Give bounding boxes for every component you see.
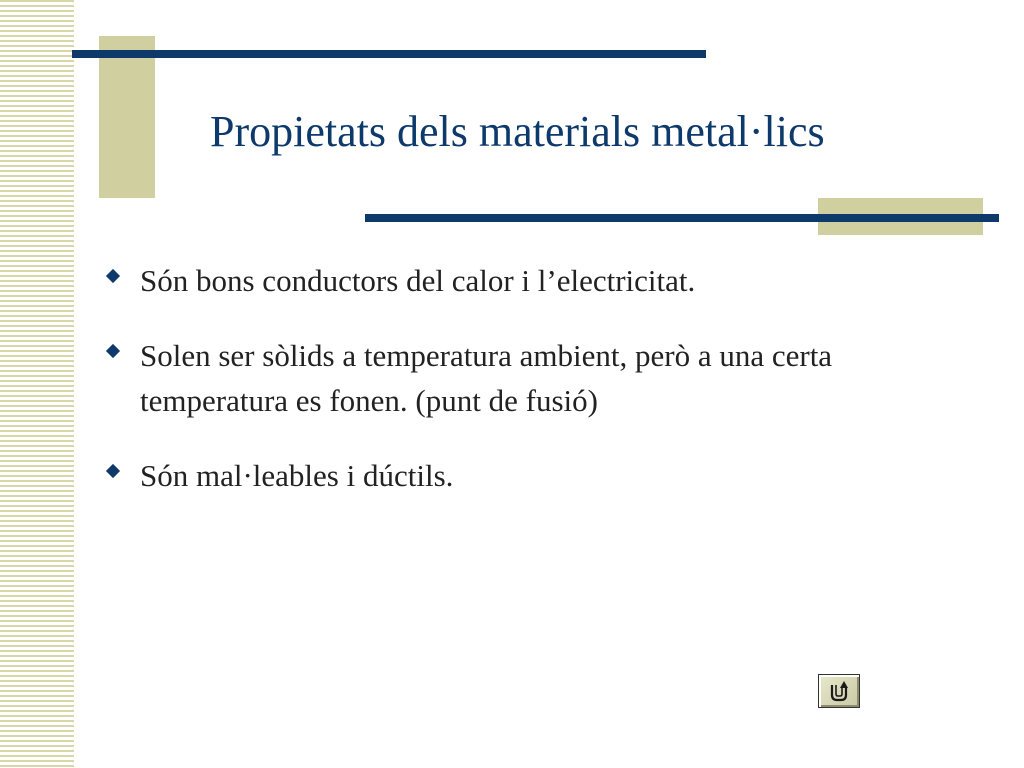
title-rule-bottom <box>365 214 999 222</box>
bullet-list <box>108 258 968 528</box>
bullet-text: Solen ser sòlids a temperatura ambient, però a una certa temperatura es fonen. (punt de fusió) <box>140 338 833 418</box>
title-rule-top <box>72 50 706 58</box>
diamond-bullet-icon <box>106 269 120 283</box>
bullet-text: Són bons conductors del calor i l’electricitat. <box>140 263 696 298</box>
slide-title: Propietats dels materials metal·lics <box>210 107 825 156</box>
side-stripe-decoration <box>0 0 74 768</box>
bullet-text: Són mal·leables i dúctils. <box>140 458 454 493</box>
diamond-bullet-icon <box>106 344 120 358</box>
return-button[interactable] <box>818 674 860 708</box>
bullet-item <box>108 453 968 498</box>
return-arrow-icon <box>827 679 851 703</box>
olive-accent-block-top <box>99 36 155 198</box>
bullet-item <box>108 333 968 423</box>
diamond-bullet-icon <box>106 464 120 478</box>
bullet-item <box>108 258 968 303</box>
